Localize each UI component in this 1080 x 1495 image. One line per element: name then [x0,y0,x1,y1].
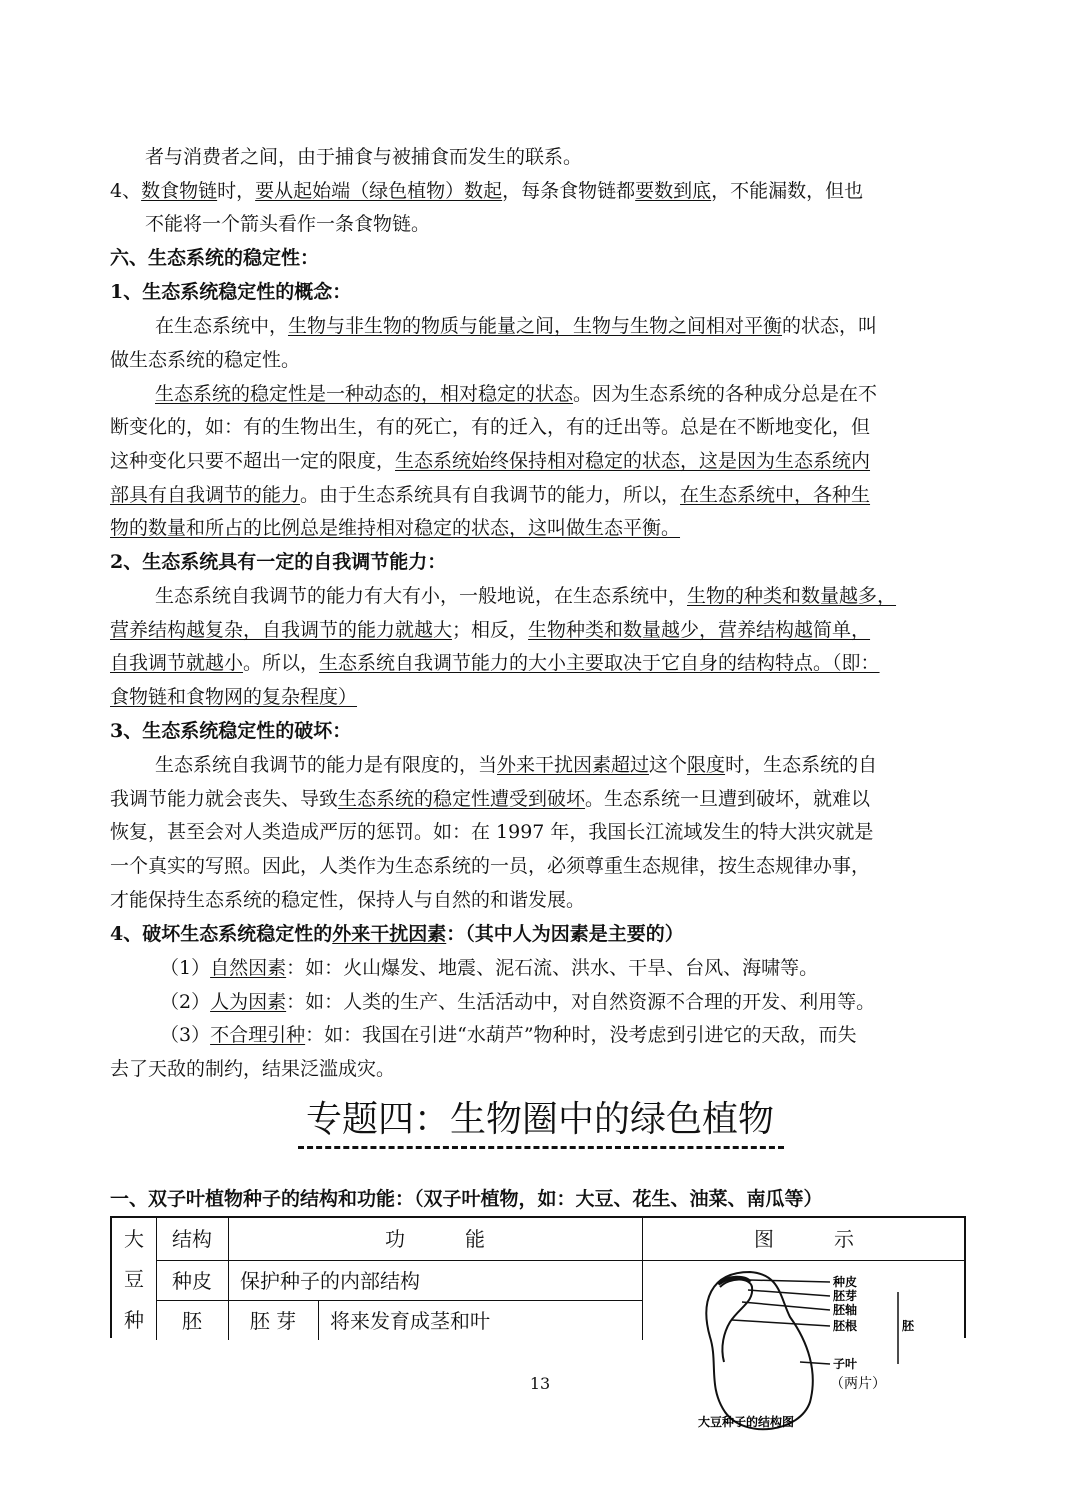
text-line: 食物链和食物网的复杂程度） [110,686,358,708]
side-label: 种 [124,1308,144,1332]
text-line: 部具有自我调节的能力。由于生态系统具有自我调节的能力，所以，在生态系统中，各种生 [110,484,871,506]
cell-structure: 胚 [182,1309,202,1333]
section-heading: 一、双子叶植物种子的结构和功能：（双子叶植物，如：大豆、花生、油菜、南瓜等） [110,1188,823,1210]
label-cotyledon-note: （两片） [830,1376,886,1392]
text-line: 生态系统自我调节的能力有大有小，一般地说，在生态系统中，生物的种类和数量越多， [155,585,897,607]
label-seed-coat: 种皮 [833,1275,858,1289]
header-function: 功 能 [385,1227,485,1251]
text-line: 一个真实的写照。因此，人类作为生态系统的一员，必须尊重生态规律，按生态规律办事， [110,855,871,877]
cell-function: 将来发育成茎和叶 [330,1309,490,1333]
text-line: 营养结构越复杂，自我调节的能力就越大；相反，生物种类和数量越少，营养结构越简单， [110,619,871,641]
text-line: 我调节能力就会丧失、导致生态系统的稳定性遭受到破坏。生态系统一旦遭到破坏，就难以 [110,788,871,810]
side-label: 豆 [124,1267,144,1291]
text-line: 去了天敌的制约，结果泛滥成灾。 [110,1058,396,1080]
header-diagram: 图 示 [754,1227,854,1251]
label-plumule: 胚芽 [833,1289,858,1303]
sub-heading: 4、破坏生态系统稳定性的外来干扰因素：（其中人为因素是主要的） [110,923,684,945]
cell-structure: 种皮 [172,1269,212,1293]
sub-heading: 1、生态系统稳定性的概念： [110,281,352,303]
text-line: 才能保持生态系统的稳定性，保持人与自然的和谐发展。 [110,889,586,911]
text-line: 者与消费者之间，由于捕食与被捕食而发生的联系。 [145,146,583,168]
sub-heading: 2、生态系统具有一定的自我调节能力： [110,551,447,573]
table-divider [318,1300,319,1340]
cell-function: 保护种子的内部结构 [240,1269,420,1293]
label-hypocotyl: 胚轴 [833,1303,858,1317]
side-label: 大 [124,1227,144,1251]
page-number: 13 [529,1374,551,1393]
text-line: 生态系统自我调节的能力是有限度的，当外来干扰因素超过这个限度时，生态系统的自 [155,754,878,776]
text-line: 物的数量和所占的比例总是维持相对稳定的状态，这叫做生态平衡。 [110,517,681,539]
text-line: （2）人为因素：如：人类的生产、生活活动中，对自然资源不合理的开发、利用等。 [160,991,876,1013]
header-structure: 结构 [172,1227,212,1251]
topic-title: 专题四：生物圈中的绿色植物 [305,1099,774,1140]
text-line: 做生态系统的稳定性。 [110,349,301,371]
text-line: （1）自然因素：如：火山爆发、地震、泥石流、洪水、干旱、台风、海啸等。 [160,957,819,979]
text-line: 这种变化只要不超出一定的限度，生态系统始终保持相对稳定的状态，这是因为生态系统内 [110,450,871,472]
table-divider [156,1300,642,1301]
text-line: 生态系统的稳定性是一种动态的，相对稳定的状态。因为生态系统的各种成分总是在不 [155,383,878,405]
table-divider [156,1260,966,1261]
text-line: 在生态系统中，生物与非生物的物质与能量之间，生物与生物之间相对平衡的状态，叫 [155,315,878,337]
text-line: （3）不合理引种：如：我国在引进“水葫芦”物种时，没考虑到引进它的天敌，而失 [160,1024,857,1046]
text-line: 4、数食物链时，要从起始端（绿色植物）数起，每条食物链都要数到底，不能漏数，但也 [110,180,864,202]
text-line: 恢复，甚至会对人类造成严厉的惩罚。如：在 1997 年，我国长江流域发生的特大洪灾就是 [110,821,874,843]
section-heading: 六、生态系统的稳定性： [110,247,320,269]
cell-substructure: 胚 芽 [249,1309,297,1333]
text-line: 不能将一个箭头看作一条食物链。 [145,213,431,235]
label-embryo: 胚 [902,1319,915,1333]
soybean-seed-diagram [690,1262,930,1442]
diagram-caption: 大豆种子的结构图 [698,1415,795,1429]
sub-heading: 3、生态系统稳定性的破坏： [110,720,352,742]
title-dashed-rule [298,1146,784,1149]
label-cotyledon: 子叶 [833,1357,858,1371]
label-radicle: 胚根 [833,1319,858,1333]
text-line: 断变化的，如：有的生物出生，有的死亡，有的迁入，有的迁出等。总是在不断地变化，但 [110,416,871,438]
text-line: 自我调节就越小。所以，生态系统自我调节能力的大小主要取决于它自身的结构特点。（即： [110,652,880,674]
